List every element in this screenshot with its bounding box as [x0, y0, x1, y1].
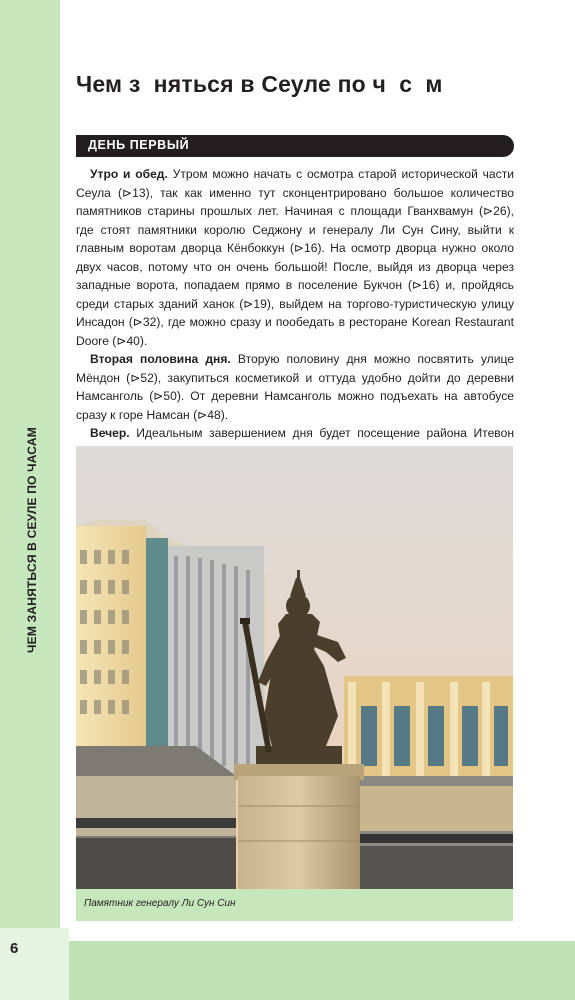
paragraph-lead: Утро и обед. — [90, 167, 168, 181]
paragraph-text: Идеальным завершением дня будет посещение района Итевон — [136, 426, 514, 440]
paragraph-morning — [76, 165, 514, 350]
paragraph-lead: Вечер. — [90, 426, 130, 440]
statue-photo-illustration — [76, 446, 513, 889]
page-number: 6 — [10, 940, 19, 957]
footer-bar — [69, 941, 575, 1000]
side-tab — [0, 0, 60, 928]
photo-caption: Памятник генералу Ли Сун Син — [84, 898, 236, 909]
body-text — [76, 165, 514, 461]
page-number-box — [0, 928, 69, 1000]
statue-photo — [76, 446, 513, 889]
caption-box — [76, 889, 513, 921]
section-heading-bar — [76, 135, 514, 157]
section-heading: ДЕНЬ ПЕРВЫЙ — [88, 138, 190, 152]
page-title: Чем з няться в Сеуле по ч с м — [76, 71, 443, 97]
paragraph-lead: Вторая половина дня. — [90, 352, 231, 366]
side-section-label: ЧЕМ ЗАНЯТЬСЯ В СЕУЛЕ ПО ЧАСАМ — [25, 427, 39, 653]
paragraph-text: Утром можно начать с осмотра старой исторической части Сеула (⊳13), так как именно тут сконцентрировано большое количество памятников старины прошлых лет. Начиная с площади Гванхвамун (⊳26), где стоят памятники королю Седжону и генералу Ли Сун Сину, выйти к главным воротам дворца Кёнбоккун (⊳16). На осмотр дворца нужно около двух часов, потому что он очень большой! После, выйдя из дворца через западные ворота, попадаем прямо в поселение Букчон (⊳16) и, пройдясь среди старых зданий ханок (⊳19), выйдем на торгово-туристическую улицу Инсадон (⊳32), где можно сразу и пообедать в ресторане Korean Restaurant Doore (⊳40). — [76, 167, 514, 348]
paragraph-text: Вторую половину дня можно посвятить улице Мёндон (⊳52), закупиться косметикой и оттуда удобно дойти до деревни Намсанголь (⊳50). От деревни Намсанголь можно подъехать на автобусе сразу к горе Намсан (⊳48). — [76, 352, 514, 422]
paragraph-afternoon — [76, 350, 514, 424]
